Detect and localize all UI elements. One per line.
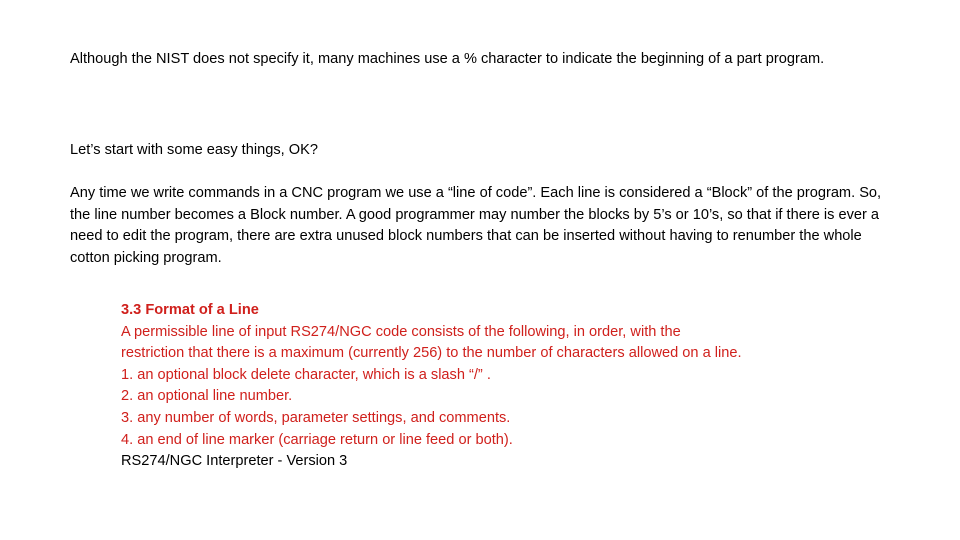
quote-list-item-4: 4. an end of line marker (carriage return or line feed or both). [121,431,513,448]
intro-paragraph-line-of-code: Any time we write commands in a CNC program we use a “line of code”. Each line is considered a “Block” of the program. So, the line number becomes a Block number. A good programmer may number the blocks by 5’s or 10’s, so that if there is ever a need to edit the program, there are extra unused block numbers that can be inserted without having to renumber the whole cotton picking program. [70,185,882,266]
quote-heading: 3.3 Format of a Line [121,302,259,318]
intro-paragraph-percent-character: Although the NIST does not specify it, many machines use a % character to indicate the beginning of a part program. [70,51,825,67]
quote-line-2: restriction that there is a maximum (currently 256) to the number of characters allowed on a line. [121,345,742,362]
intro-paragraph-easy-things: Let’s start with some easy things, OK? [70,142,318,158]
quote-list-item-1: 1. an optional block delete character, which is a slash “/” . [121,366,491,383]
quoted-spec-excerpt [121,300,911,473]
quote-list-item-3: 3. any number of words, parameter settings, and comments. [121,409,511,426]
quote-source: RS274/NGC Interpreter - Version 3 [121,453,348,470]
quote-line-1: A permissible line of input RS274/NGC code consists of the following, in order, with the [121,323,681,340]
quote-list-item-2: 2. an optional line number. [121,388,293,405]
